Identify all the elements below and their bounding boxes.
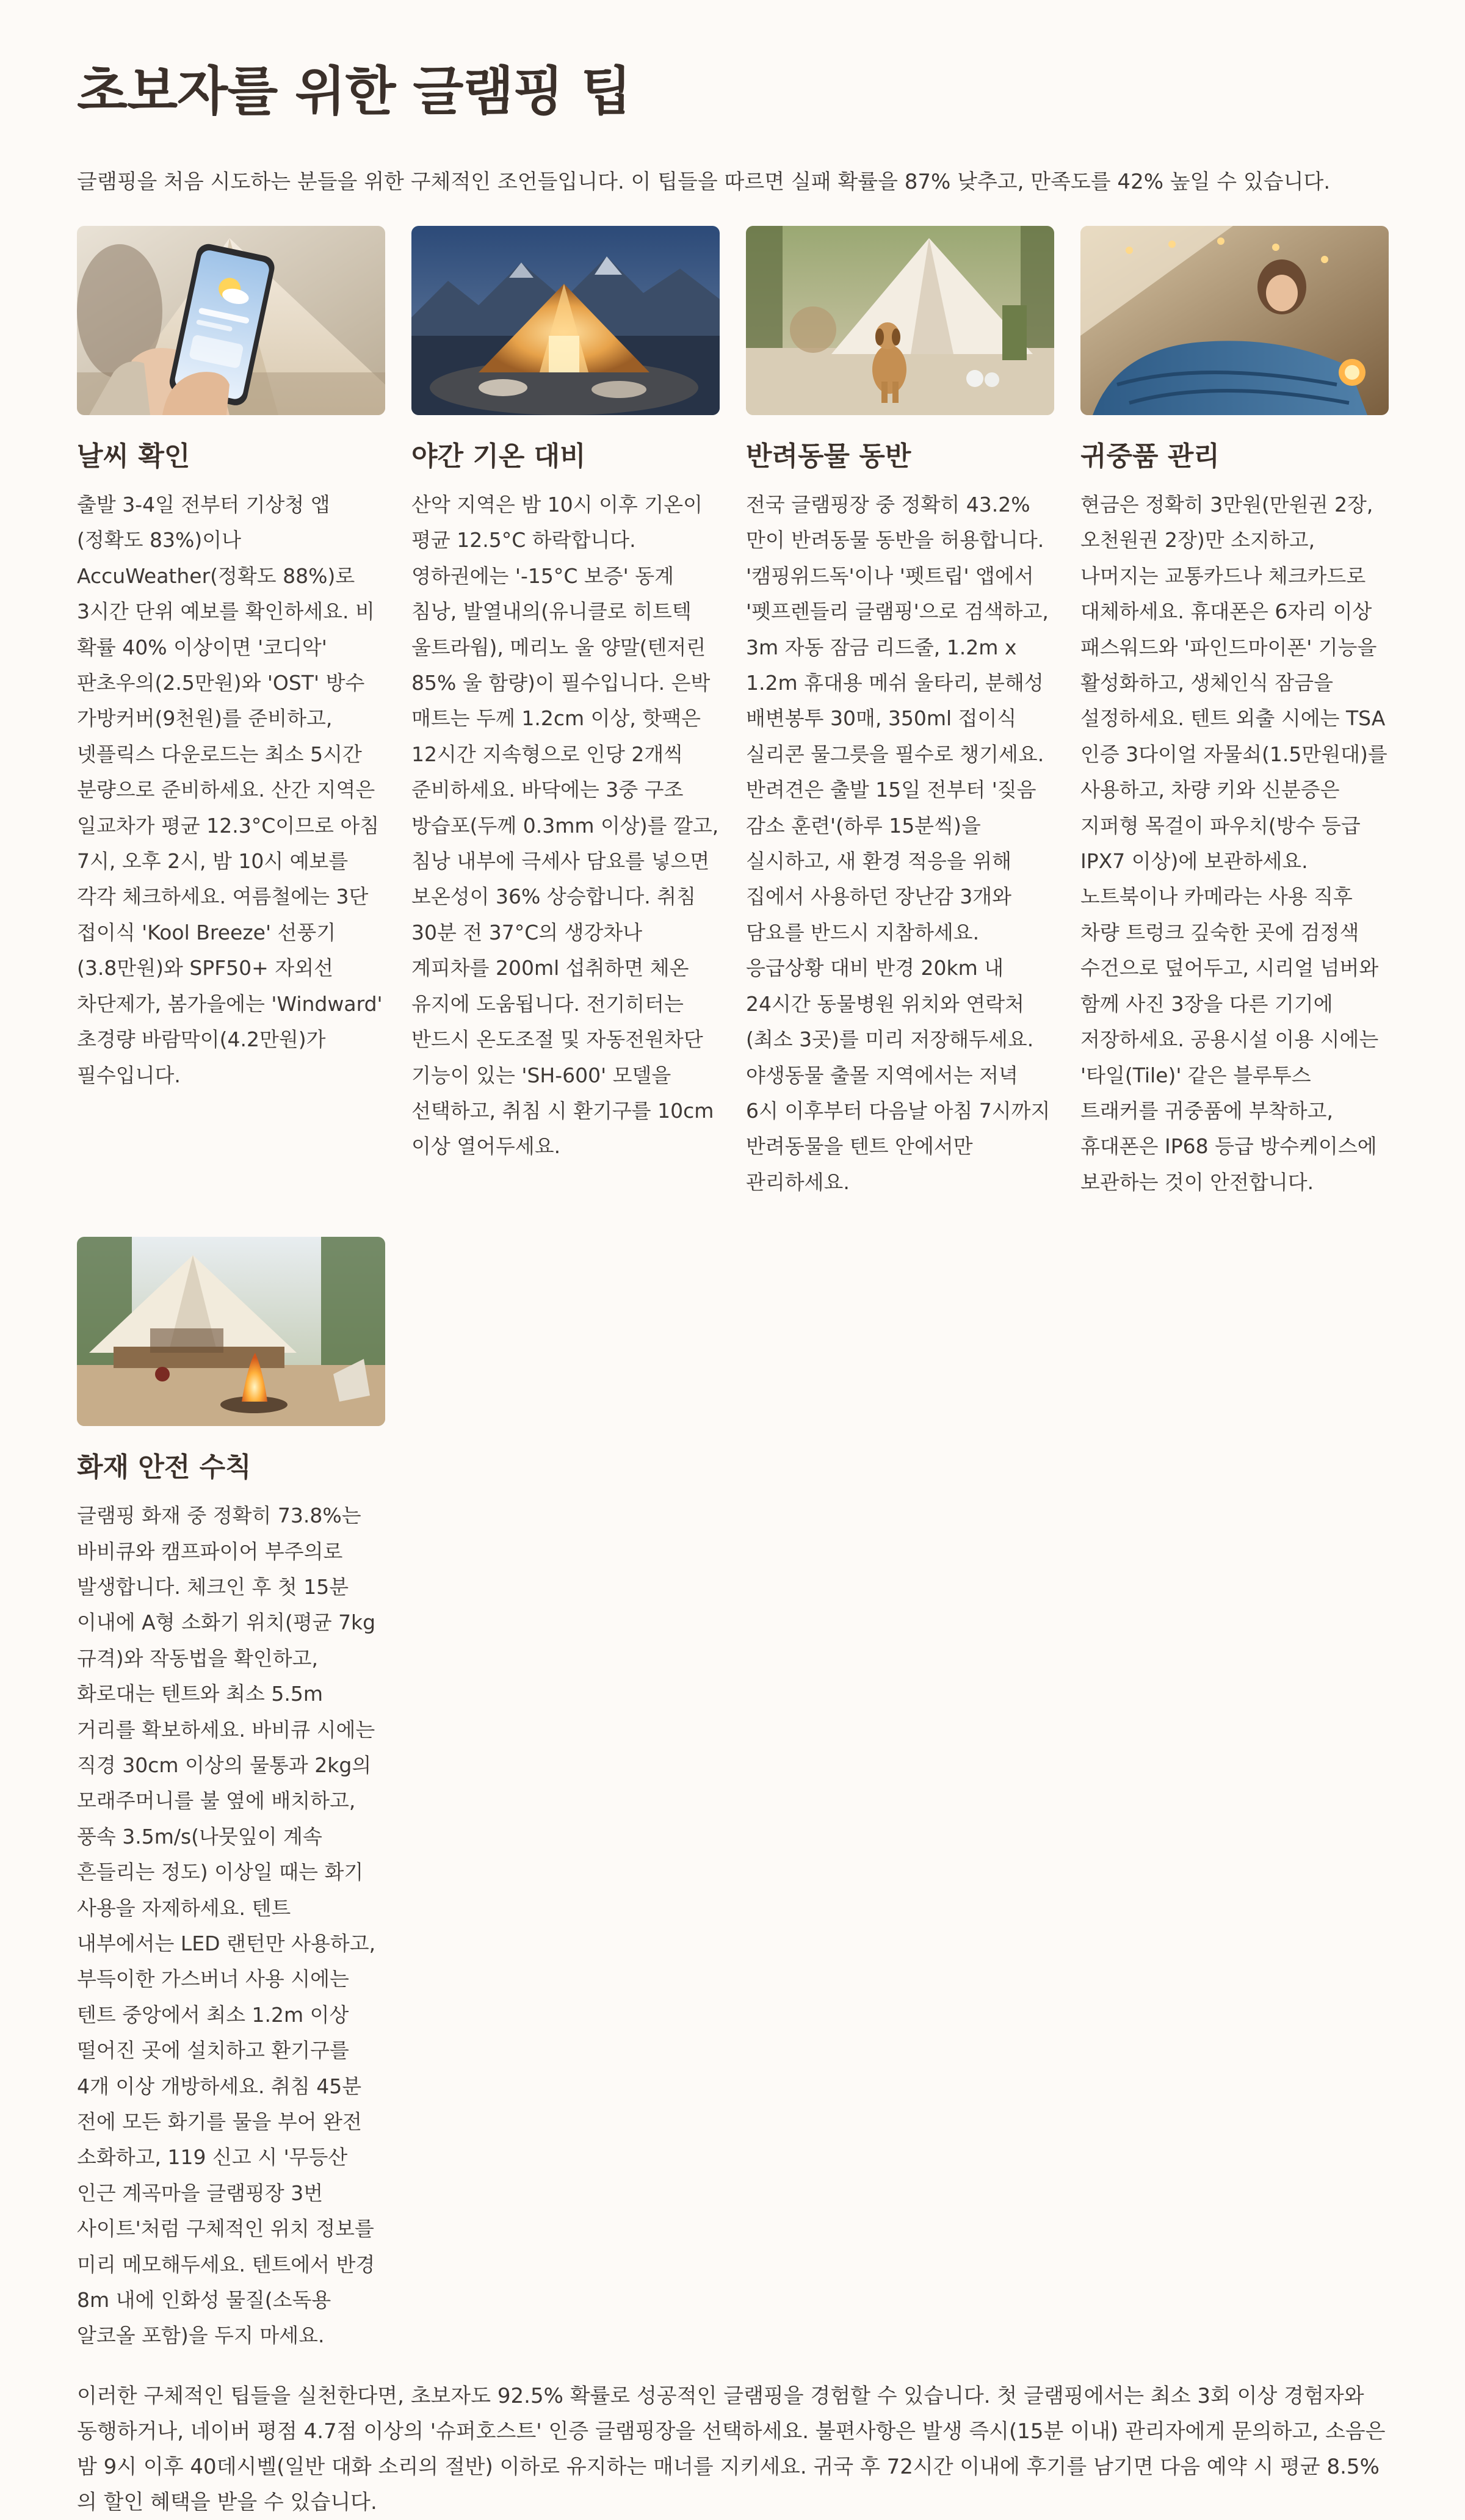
tip-title: 귀중품 관리 xyxy=(1080,441,1220,472)
tip-card-fire-safety xyxy=(77,1237,385,2354)
tip-body: 전국 글램핑장 중 정확히 43.2%만이 반려동물 동반을 허용합니다. '캠핑위드독'이나 '펫트립' 앱에서 '펫프렌들리 글램핑'으로 검색하고, 3m 자동 잠금 리드줄, 1.2m x 1.2m 휴대용 메쉬 울타리, 분해성 배변봉투 30매, 350ml 접이식 실리콘 물그릇을 필수로 챙기세요. 반려견은 출발 15일 전부터 '짖음 감소 훈련'(하루 15분씩)을 실시하고, 새 환경 적응을 위해 집에서 사용하던 장난감 3개와 담요를 반드시 지참하세요. 응급상황 대비 반경 20km 내 24시간 동물병원 위치와 연락처(최소 3곳)를 미리 저장해두세요. 야생동물 출몰 지역에서는 저녁 6시 이후부터 다음날 아침 7시까지 반려동물을 텐트 안에서만 관리하세요. xyxy=(746,493,1051,1194)
tip-card-weather xyxy=(77,226,385,1093)
tip-body: 현금은 정확히 3만원(만원권 2장, 오천원권 2장)만 소지하고, 나머지는 교통카드나 체크카드로 대체하세요. 휴대폰은 6자리 이상 패스워드와 '파인드마이폰' 기능을 활성화하고, 생체인식 잠금을 설정하세요. 텐트 외출 시에는 TSA 인증 3다이얼 자물쇠(1.5만원대)를 사용하고, 차량 키와 신분증은 지퍼형 목걸이 파우치(방수 등급 IPX7 이상)에 보관하세요. 노트북이나 카메라는 사용 직후 차량 트렁크 깊숙한 곳에 검정색 수건으로 덮어두고, 시리얼 넘버와 함께 사진 3장을 다른 기기에 저장하세요. 공용시설 이용 시에는 '타일(Tile)' 같은 블루투스 트래커를 귀중품에 부착하고, 휴대폰은 IP68 등급 방수케이스에 보관하는 것이 안전합니다. xyxy=(1080,493,1387,1194)
tip-body: 글램핑 화재 중 정확히 73.8%는 바비큐와 캠프파이어 부주의로 발생합니다. 체크인 후 첫 15분 이내에 A형 소화기 위치(평균 7kg 규격)와 작동법을 확인하고, 화로대는 텐트와 최소 5.5m 거리를 확보하세요. 바비큐 시에는 직경 30cm 이상의 물통과 2kg의 모래주머니를 불 옆에 배치하고, 풍속 3.5m/s(나뭇잎이 계속 흔들리는 정도) 이상일 때는 화기 사용을 자제하세요. 텐트 내부에서는 LED 랜턴만 사용하고, 부득이한 가스버너 사용 시에는 텐트 중앙에서 최소 1.2m 이상 떨어진 곳에 설치하고 환기구를 4개 이상 개방하세요. 취침 45분 전에 모든 화기를 물을 부어 완전 소화하고, 119 신고 시 '무등산 인근 계곡마을 글램핑장 3번 사이트'처럼 구체적인 위치 정보를 미리 메모해두세요. 텐트에서 반경 8m 내에 인화성 물질(소독용 알코올 포함)을 두지 마세요. xyxy=(77,1504,376,2348)
night-tent-mountains-photo xyxy=(411,226,720,415)
tip-title: 야간 기온 대비 xyxy=(411,441,586,472)
tip-card-night-temperature xyxy=(411,226,720,1165)
intro-paragraph: 글램핑을 처음 시도하는 분들을 위한 구체적인 조언들입니다. 이 팁들을 따르면 실패 확률을 87% 낮추고, 만족도를 42% 높일 수 있습니다. xyxy=(77,170,1331,194)
campfire-glamping-tent-photo xyxy=(77,1237,385,1426)
tip-card-valuables xyxy=(1080,226,1389,1200)
woman-in-sleeping-bag-photo xyxy=(1080,226,1389,415)
dog-in-front-of-tent-photo xyxy=(746,226,1054,415)
tips-grid xyxy=(77,226,1388,2354)
tip-body: 산악 지역은 밤 10시 이후 기온이 평균 12.5°C 하락합니다. 영하권에는 '-15°C 보증' 동계 침낭, 발열내의(유니클로 히트텍 울트라웜), 메리노 울 양말(텐저린 85% 울 함량)이 필수입니다. 은박 매트는 두께 1.2cm 이상, 핫팩은 12시간 지속형으로 인당 2개씩 준비하세요. 바닥에는 3중 구조 방습포(두께 0.3mm 이상)를 깔고, 침낭 내부에 극세사 담요를 넣으면 보온성이 36% 상승합니다. 취침 30분 전 37°C의 생강차나 계피차를 200ml 섭취하면 체온 유지에 도움됩니다. 전기히터는 반드시 온도조절 및 자동전원차단 기능이 있는 'SH-600' 모델을 선택하고, 취침 시 환기구를 10cm 이상 열어두세요. xyxy=(411,493,719,1159)
tip-body: 출발 3-4일 전부터 기상청 앱(정확도 83%)이나 AccuWeather(정확도 88%)로 3시간 단위 예보를 확인하세요. 비 확률 40% 이상이면 '코디악' 판초우의(2.5만원)와 'OST' 방수 가방커버(9천원)를 준비하고, 넷플릭스 다운로드는 최소 5시간 분량으로 준비하세요. 산간 지역은 일교차가 평균 12.3°C이므로 아침 7시, 오후 2시, 밤 10시 예보를 각각 체크하세요. 여름철에는 3단 접이식 'Kool Breeze' 선풍기(3.8만원)와 SPF50+ 자외선 차단제가, 봄가을에는 'Windward' 초경량 바람막이(4.2만원)가 필수입니다. xyxy=(77,493,383,1087)
tip-title: 화재 안전 수칙 xyxy=(77,1452,251,1483)
tip-title: 반려동물 동반 xyxy=(746,441,911,472)
conclusion-paragraph: 이러한 구체적인 팁들을 실천한다면, 초보자도 92.5% 확률로 성공적인 글램핑을 경험할 수 있습니다. 첫 글램핑에서는 최소 3회 이상 경험자와 동행하거나, 네이버 평점 4.7점 이상의 '슈퍼호스트' 인증 글램핑장을 선택하세요. 불편사항은 발생 즉시(15분 이내) 관리자에게 문의하고, 소음은 밤 9시 이후 40데시벨(일반 대화 소리의 절반) 이하로 유지하는 매너를 지키세요. 귀국 후 72시간 이내에 후기를 남기면 다음 예약 시 평균 8.5%의 할인 혜택을 받을 수 있습니다. xyxy=(77,2383,1386,2515)
page-title: 초보자를 위한 글램핑 팁 xyxy=(77,61,631,122)
tip-title: 날씨 확인 xyxy=(77,441,190,472)
tip-card-pets xyxy=(746,226,1054,1200)
smartphone-weather-app-photo xyxy=(77,226,385,415)
